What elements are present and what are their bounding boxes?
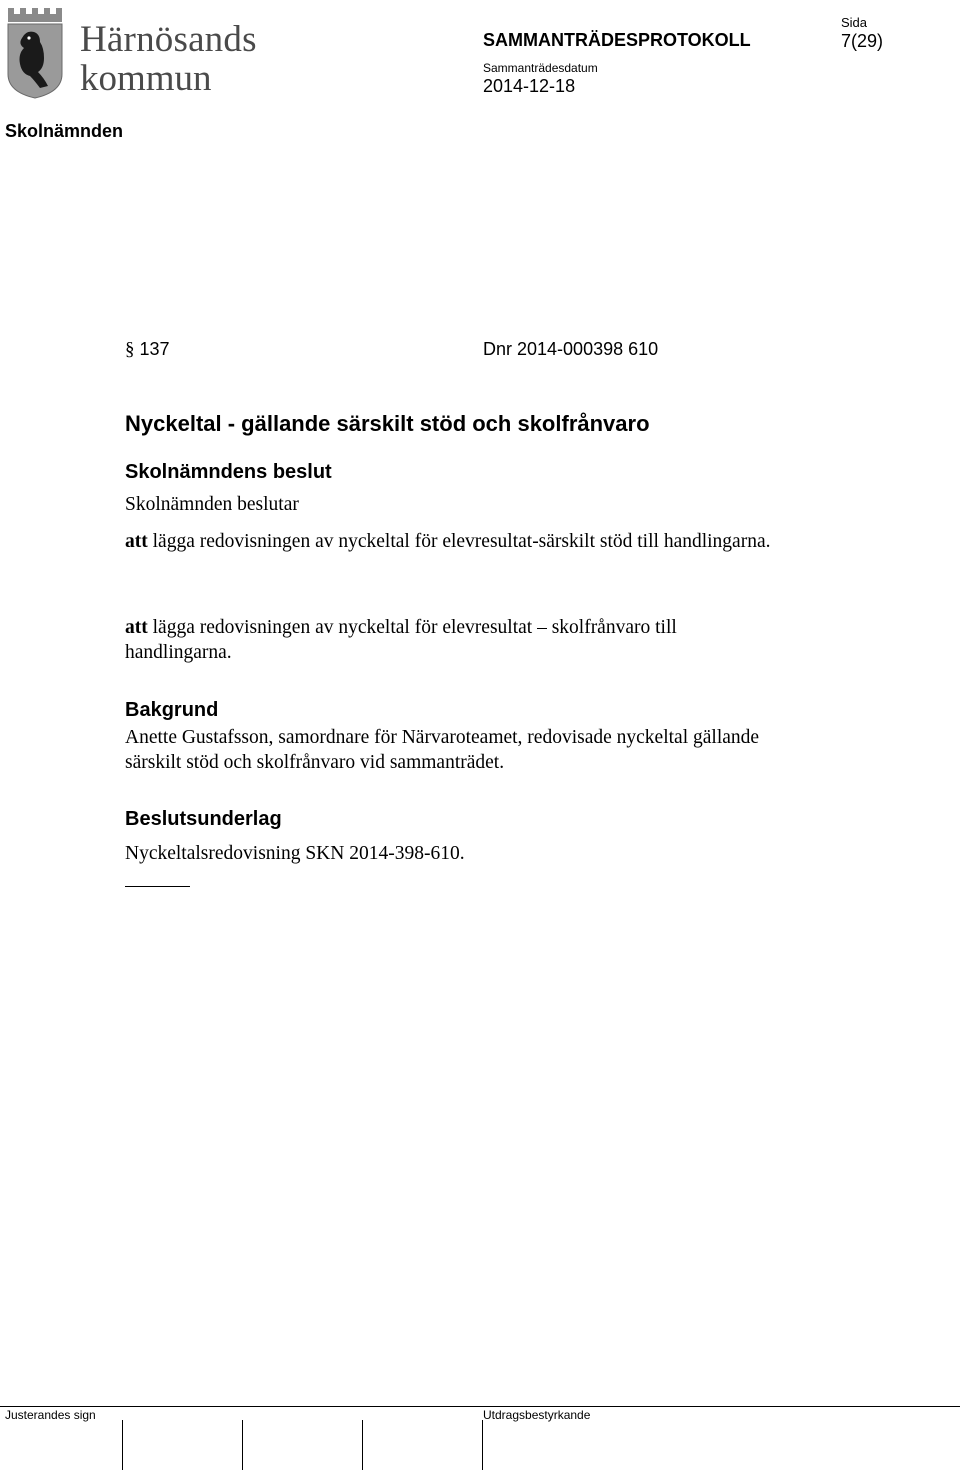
decision-lead-2: att xyxy=(125,617,148,638)
signature-box-divider xyxy=(482,1420,483,1470)
footer-signature-label: Justerandes sign xyxy=(5,1408,96,1422)
footer-divider xyxy=(0,1406,960,1407)
page-number: 7(29) xyxy=(841,31,884,51)
decision-text-2: lägga redovisningen av nyckeltal för elevresultat – skolfrånvaro till handlingarna. xyxy=(125,617,677,663)
background-heading: Bakgrund xyxy=(125,699,219,721)
page-label: Sida xyxy=(841,15,868,30)
item-title: Nyckeltal - gällande särskilt stöd och skolfrånvaro xyxy=(125,411,650,436)
paragraph-symbol: § xyxy=(125,339,135,360)
decision-item-1 xyxy=(125,529,785,554)
committee-name: Skolnämnden xyxy=(5,121,124,141)
paragraph-number: 137 xyxy=(139,339,170,359)
decision-item-2 xyxy=(125,615,785,665)
background-text: Anette Gustafsson, samordnare för Närvaroteamet, redovisade nyckeltal gällande särskilt stöd och skolfrånvaro vid sammanträdet. xyxy=(125,727,760,773)
logo-wordmark-line2: kommun xyxy=(80,58,212,99)
decision-text-1: lägga redovisningen av nyckeltal för elevresultat-särskilt stöd till handlingarna. xyxy=(147,531,771,552)
paragraph-reference xyxy=(125,339,170,361)
meeting-date-value: 2014-12-18 xyxy=(483,76,576,96)
signature-box-divider xyxy=(362,1420,363,1470)
coat-of-arms-icon xyxy=(4,4,68,100)
diary-number: Dnr 2014-000398 610 xyxy=(483,339,659,359)
document-type: SAMMANTRÄDESPROTOKOLL xyxy=(483,30,751,50)
signature-box-divider xyxy=(242,1420,243,1470)
footer-certification-label: Utdragsbestyrkande xyxy=(483,1408,591,1422)
meeting-date-label: Sammanträdesdatum xyxy=(483,61,598,75)
decision-heading: Skolnämndens beslut xyxy=(125,461,332,483)
end-rule xyxy=(125,886,190,887)
basis-text: Nyckeltalsredovisning SKN 2014-398-610. xyxy=(125,843,465,864)
municipality-logo xyxy=(4,4,276,100)
signature-box-divider xyxy=(122,1420,123,1470)
logo-wordmark-line1: Härnösands xyxy=(80,19,257,60)
basis-heading: Beslutsunderlag xyxy=(125,808,282,830)
decision-intro: Skolnämnden beslutar xyxy=(125,494,299,515)
decision-lead-1: att xyxy=(125,531,148,552)
